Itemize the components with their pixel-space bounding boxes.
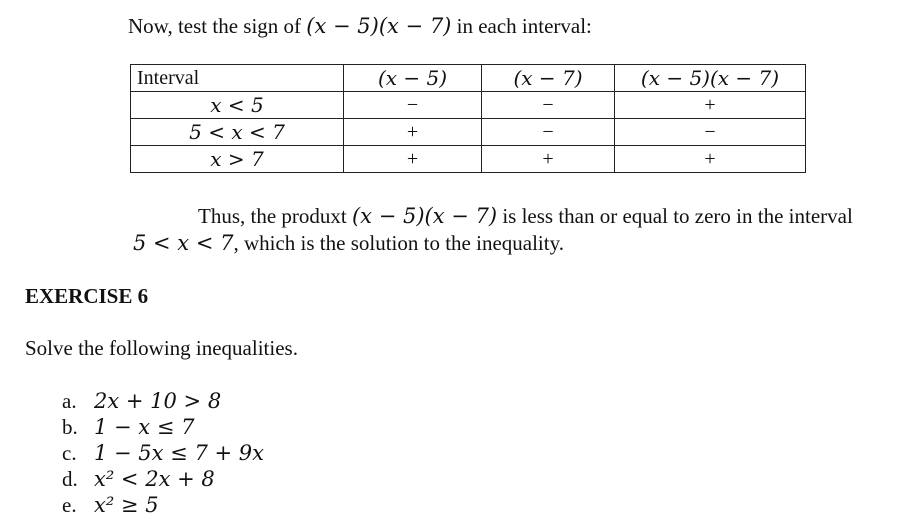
table-row [131, 146, 806, 173]
sign-table [130, 64, 806, 173]
conclusion-line-2 [133, 231, 564, 256]
table-header-cell: Interval [131, 65, 344, 92]
conclusion-text: is less than or equal to zero in the interval [497, 204, 853, 228]
table-header-cell: (x − 5) [344, 65, 482, 92]
list-item [62, 493, 159, 518]
table-header-cell: (x − 7) [482, 65, 615, 92]
item-expression: x² ≥ 5 [94, 493, 159, 517]
table-cell: + [344, 119, 482, 146]
conclusion-text: Thus, the produxt [198, 204, 352, 228]
table-cell: − [344, 92, 482, 119]
exercise-title: EXERCISE 6 [25, 284, 149, 308]
table-cell: + [615, 146, 806, 173]
list-item [62, 467, 215, 492]
table-cell: − [615, 119, 806, 146]
instruction-text: Solve the following inequalities. [25, 336, 298, 360]
item-label: a. [62, 389, 77, 413]
table-header-cell: (x − 5)(x − 7) [615, 65, 806, 92]
table-cell: x < 5 [131, 92, 344, 119]
item-expression: 1 − 5x ≤ 7 + 9x [94, 441, 264, 465]
table-row [131, 119, 806, 146]
list-item [62, 441, 264, 466]
item-label: c. [62, 441, 77, 465]
item-label: b. [62, 415, 78, 439]
item-expression: 1 − x ≤ 7 [94, 415, 195, 439]
table-cell: x > 7 [131, 146, 344, 173]
list-item [62, 415, 194, 440]
table-cell: + [482, 146, 615, 173]
item-label: e. [62, 493, 77, 517]
intro-math: (x − 5)(x − 7) [306, 14, 452, 38]
table-cell: + [615, 92, 806, 119]
conclusion-math: (x − 5)(x − 7) [351, 204, 498, 228]
intro-prefix: Now, test the sign of [128, 14, 307, 38]
table-header-row [131, 65, 806, 92]
table-cell: + [344, 146, 482, 173]
conclusion-text: , which is the solution to the inequality. [233, 231, 564, 255]
conclusion-math: 5 < x < 7 [133, 231, 234, 255]
table-cell: 5 < x < 7 [131, 119, 344, 146]
table-row [131, 92, 806, 119]
conclusion-line-1 [198, 204, 853, 229]
item-expression: x² < 2x + 8 [94, 467, 215, 491]
table-cell: − [482, 92, 615, 119]
item-expression: 2x + 10 > 8 [94, 389, 222, 413]
table-cell: − [482, 119, 615, 146]
item-label: d. [62, 467, 78, 491]
intro-suffix: in each interval: [451, 14, 592, 38]
intro-sentence [128, 14, 592, 39]
list-item [62, 389, 221, 414]
